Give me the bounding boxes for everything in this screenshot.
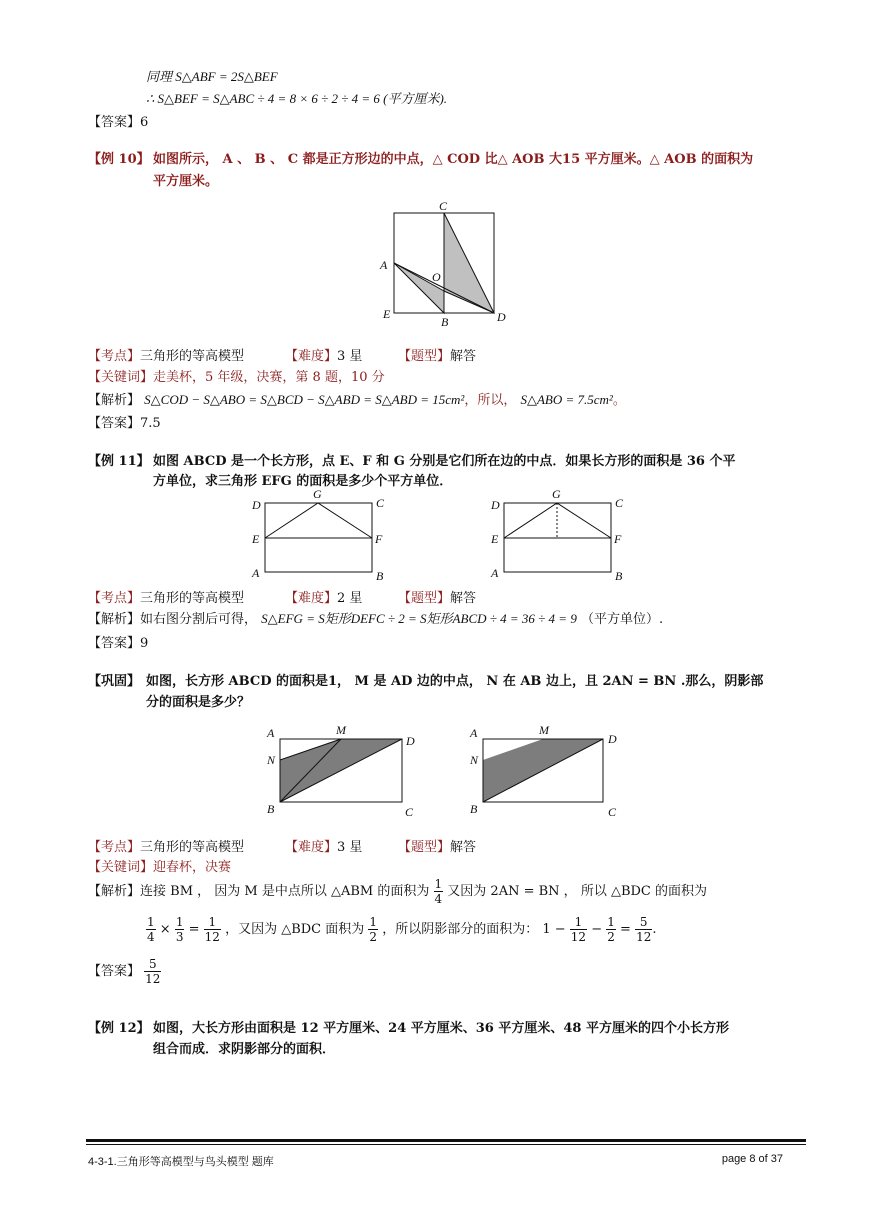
kaodian-tag: 【考点】	[88, 349, 141, 364]
point-c-label: C	[376, 496, 385, 510]
point-c-label: C	[608, 805, 617, 819]
tixing-tag: 【题型】	[398, 591, 451, 606]
point-d-label: D	[252, 498, 261, 512]
point-g-label: G	[552, 487, 561, 501]
point-g-label: G	[313, 487, 322, 501]
jiexi-part-4: ，所以阴影部分的面积为：	[382, 922, 539, 937]
fraction-d: $\frac{1}{12}$	[570, 915, 587, 944]
nandu-value: 3 星	[337, 349, 363, 364]
kaodian-value: 三角形的等高模型	[140, 349, 245, 364]
point-b-label: B	[470, 802, 478, 816]
rectangle-shaded-right	[483, 739, 603, 802]
minus-sign: −	[591, 922, 603, 937]
jiexi-tag: 【解析】	[88, 612, 141, 627]
answer-value: 9	[140, 636, 149, 651]
rectangle-diagram-left	[265, 503, 372, 572]
point-a-label: A	[491, 566, 499, 580]
jiexi-part-2: 又因为 2AN = BN ， 所以 △BDC 的面积为	[447, 884, 707, 899]
proof-line-1: 同理 S△ABF = 2S△BEF	[146, 69, 278, 84]
point-a-label: A	[380, 258, 388, 272]
kaodian-value: 三角形的等高模型	[140, 840, 245, 855]
example-11-question-line2: 方单位，求三角形 EFG 的面积是多少个平方单位．	[153, 474, 453, 489]
point-m-label: M	[336, 723, 346, 737]
triangle-cod-shaded	[444, 213, 494, 313]
answer-value: 7.5	[140, 416, 161, 431]
point-o-label: O	[432, 270, 441, 284]
footer-rule-thick	[86, 1139, 806, 1142]
tixing-tag: 【题型】	[398, 840, 451, 855]
footer-page-number: page 8 of 37	[721, 1153, 783, 1165]
kaodian-tag: 【考点】	[88, 840, 141, 855]
footer-rule-thin	[86, 1144, 806, 1145]
one-minus: 1 −	[542, 922, 566, 937]
keyword-tag: 【关键词】	[88, 860, 154, 875]
point-m-label: M	[539, 723, 549, 737]
answer-tag: 【答案】	[88, 964, 141, 979]
jiexi-formula: S△COD − S△ABO = S△BCD − S△ABD = S△ABD = 15cm²	[144, 392, 465, 407]
example-12-question-line1: 如图，大长方形由面积是 12 平方厘米、24 平方厘米、36 平方厘米、48 平方厘米的四个小长方形	[153, 1021, 729, 1036]
jiexi-formula: S△EFG = S矩形DEFC ÷ 2 = S矩形ABCD ÷ 4 = 36 ÷ 4 = 9	[261, 611, 577, 626]
proof-line-2: ∴ S△BEF = S△ABC ÷ 4 = 8 × 6 ÷ 2 ÷ 4 = 6 (平方厘米).	[146, 91, 448, 106]
example-12-question-line2: 组合而成．求阴影部分的面积．	[153, 1042, 336, 1057]
answer-value: 6	[140, 115, 149, 130]
point-c-label: C	[615, 496, 624, 510]
fraction-result: $\frac{5}{12}$	[636, 915, 652, 944]
keyword-value: 迎春杯，决赛	[153, 860, 232, 875]
example-10-question-line1: 如图所示， A 、 B 、 C 都是正方形边的中点，△ COD 比△ AOB 大15 平方厘米。△ AOB 的面积为	[153, 152, 754, 167]
nandu-tag: 【难度】	[285, 840, 338, 855]
fraction-one-quarter: $\frac{1}{4}$	[434, 877, 443, 906]
example-12-tag: 【例 12】	[88, 1021, 150, 1036]
fraction-b: $\frac{1}{3}$	[175, 915, 184, 944]
fraction-a: $\frac{1}{4}$	[147, 915, 155, 944]
tixing-value: 解答	[450, 840, 477, 855]
point-c-label: C	[439, 199, 448, 213]
point-a-label: A	[470, 726, 478, 740]
example-11-question-line1: 如图 ABCD 是一个长方形，点 E、F 和 G 分别是它们所在边的中点．如果长方形的面积是 36 个平	[153, 454, 736, 469]
point-d-label: D	[497, 310, 506, 324]
point-n-label: N	[267, 753, 276, 767]
point-a-label: A	[267, 726, 275, 740]
period: .	[652, 922, 657, 937]
jiexi-part-1: 连接 BM ， 因为 M 是中点所以 △ABM 的面积为	[140, 884, 430, 899]
point-e-label: E	[491, 532, 499, 546]
jiexi-tag: 【解析】	[88, 884, 141, 899]
point-d-label: D	[406, 734, 415, 748]
example-11-tag: 【例 11】	[88, 454, 150, 469]
answer-tag: 【答案】	[88, 636, 141, 651]
point-e-label: E	[383, 307, 391, 321]
footer-title: 4-3-1.三角形等高模型与鸟头模型 题库	[88, 1156, 274, 1168]
jiexi-tag: 【解析】	[88, 393, 141, 408]
point-b-label: B	[267, 802, 275, 816]
point-n-label: N	[470, 753, 479, 767]
fraction-e: $\frac{1}{2}$	[607, 915, 615, 944]
gonggu-question-line2: 分的面积是多少？	[146, 695, 251, 710]
fraction-one-half: $\frac{1}{2}$	[369, 915, 378, 944]
tixing-value: 解答	[450, 591, 477, 606]
jiexi-text: 如右图分割后可得，	[140, 612, 258, 627]
kaodian-tag: 【考点】	[88, 591, 141, 606]
jiexi-end: 。	[612, 393, 626, 408]
example-10-tag: 【例 10】	[88, 152, 150, 167]
nandu-value: 2 星	[337, 591, 363, 606]
jiexi-part-3: ，又因为 △BDC 面积为	[225, 922, 365, 937]
nandu-tag: 【难度】	[285, 591, 338, 606]
tixing-tag: 【题型】	[398, 349, 451, 364]
point-d-label: D	[491, 498, 500, 512]
jiexi-result: S△ABO = 7.5cm²	[520, 392, 613, 407]
point-f-label: F	[614, 532, 622, 546]
keyword-tag: 【关键词】	[88, 370, 154, 385]
equals-sign: =	[620, 922, 631, 937]
square-diagram	[394, 213, 494, 313]
point-a-label: A	[252, 566, 260, 580]
jiexi-unit: （平方单位）.	[580, 612, 664, 627]
answer-tag: 【答案】	[88, 115, 141, 130]
keyword-value: 走美杯，5 年级，决赛，第 8 题，10 分	[153, 370, 385, 385]
kaodian-value: 三角形的等高模型	[140, 591, 245, 606]
point-c-label: C	[405, 805, 414, 819]
equals-sign: =	[188, 922, 200, 937]
point-d-label: D	[608, 732, 617, 746]
jiexi-connector: ，所以，	[464, 393, 517, 408]
nandu-value: 3 星	[337, 840, 363, 855]
answer-tag: 【答案】	[88, 416, 141, 431]
example-10-question-line2: 平方厘米。	[153, 174, 219, 189]
rectangle-diagram-right	[504, 503, 611, 572]
point-b-label: B	[376, 569, 384, 583]
times-sign: ×	[159, 922, 171, 937]
gonggu-question-line1: 如图，长方形 ABCD 的面积是1， M 是 AD 边的中点， N 在 AB 边上，且 2AN = BN .那么，阴影部	[146, 674, 764, 689]
point-f-label: F	[375, 532, 383, 546]
point-b-label: B	[441, 315, 449, 329]
fraction-c: $\frac{1}{12}$	[204, 915, 220, 944]
point-b-label: B	[615, 569, 623, 583]
gonggu-tag: 【巩固】	[88, 674, 141, 689]
rectangle-shaded-left	[280, 739, 402, 802]
tixing-value: 解答	[450, 349, 477, 364]
answer-fraction: $\frac{5}{12}$	[145, 957, 161, 986]
nandu-tag: 【难度】	[285, 349, 338, 364]
point-e-label: E	[252, 532, 260, 546]
